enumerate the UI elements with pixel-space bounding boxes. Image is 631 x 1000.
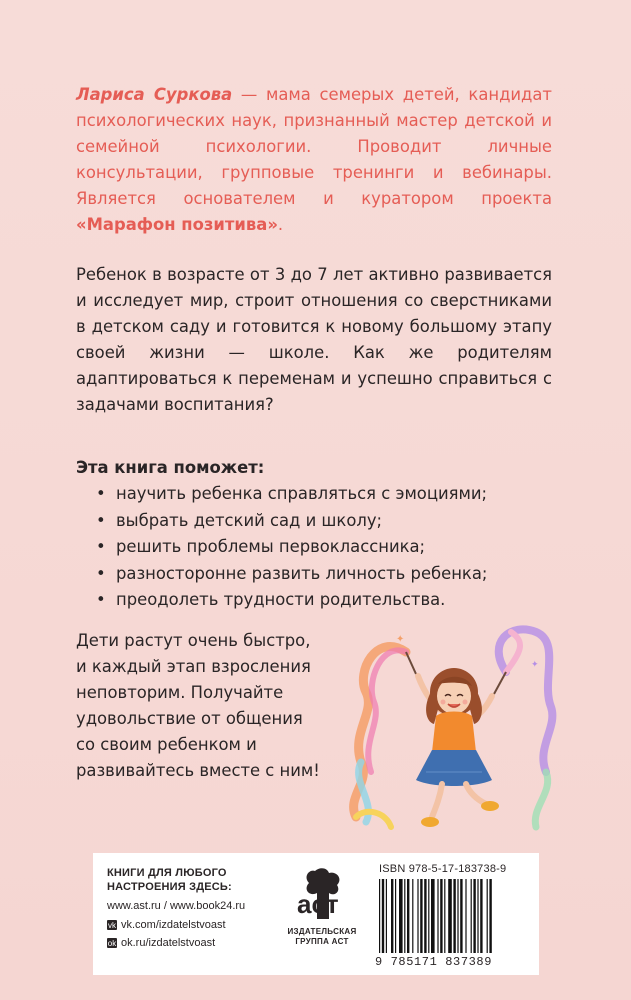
barcode-bar bbox=[437, 879, 438, 953]
project-name: «Марафон позитива» bbox=[76, 215, 278, 234]
intro-paragraph: Ребенок в возрасте от 3 до 7 лет активно развивается и исследует мир, строит отношения со сверстниками в детском саду и готовится к новому большому этапу своей жизни — школе. Как же родителям адаптироваться к переменам и успешно справиться с задачами воспитания? bbox=[76, 265, 552, 414]
books-title: КНИГИ ДЛЯ ЛЮБОГО НАСТРОЕНИЯ ЗДЕСЬ: bbox=[107, 867, 232, 893]
barcode-bar bbox=[487, 879, 488, 953]
svg-text:✦: ✦ bbox=[531, 660, 539, 670]
publisher-logo bbox=[281, 865, 363, 947]
barcode-bar bbox=[473, 879, 475, 953]
bullet-icon: • bbox=[96, 510, 106, 530]
barcode-bar bbox=[395, 879, 396, 953]
svg-text:✦: ✦ bbox=[396, 634, 405, 645]
bullet-icon: • bbox=[96, 563, 106, 583]
author-name: Лариса Суркова bbox=[76, 85, 233, 104]
barcode-bar bbox=[420, 879, 422, 953]
bullet-icon: • bbox=[96, 537, 106, 556]
barcode-bar bbox=[453, 879, 455, 953]
barcode-bar bbox=[440, 879, 442, 953]
list-item: • выбрать детский сад и школу; bbox=[96, 508, 566, 535]
barcode-bar bbox=[424, 879, 426, 953]
barcode-bar bbox=[431, 879, 435, 953]
barcode-bar bbox=[386, 879, 387, 953]
barcode-bar bbox=[489, 879, 491, 953]
list-item: • разносторонне развить личность ребенка; bbox=[96, 561, 566, 588]
ean-number: 9 785171 837389 bbox=[375, 955, 493, 969]
isbn: ISBN 978-5-17-183738-9 bbox=[379, 863, 507, 875]
bullet-icon: • bbox=[96, 484, 106, 503]
barcode bbox=[375, 879, 529, 955]
list-item: • преодолеть трудности родительства. bbox=[96, 587, 566, 614]
barcode-bar bbox=[417, 879, 418, 953]
barcode-bar bbox=[460, 879, 462, 953]
barcode-bar bbox=[412, 879, 413, 953]
barcode-bar bbox=[480, 879, 482, 953]
barcode-bar bbox=[382, 879, 384, 953]
logo-text: аст bbox=[297, 889, 339, 919]
author-bio bbox=[76, 82, 552, 238]
publisher-caption: ИЗДАТЕЛЬСКАЯ ГРУППА АСТ bbox=[287, 927, 357, 946]
barcode-bar bbox=[428, 879, 429, 953]
girl-with-ribbons-illustration bbox=[336, 612, 566, 834]
barcode-bar bbox=[457, 879, 458, 953]
barcode-bar bbox=[477, 879, 478, 953]
author-bio-text: — мама семерых детей, кандидат психологических наук, признанный мастер детской и семейной психологии. Проводит личные консультации, групповые тренинги и вебинары. Является основателем и куратором проекта bbox=[76, 85, 552, 208]
publisher-info-box bbox=[93, 853, 539, 975]
website-links[interactable]: www.ast.ru / www.book24.ru bbox=[107, 900, 246, 912]
barcode-bar bbox=[404, 879, 405, 953]
ok-icon: ok bbox=[107, 938, 117, 948]
ok-link[interactable]: ok ok.ru/izdatelstvoast bbox=[107, 937, 216, 949]
closing-paragraph: Дети растут очень быстро, и каждый этап взросления неповторим. Получайте удовольствие от общения со своим ребенком и развивайтесь вместе с ним! bbox=[76, 631, 320, 780]
barcode-bar bbox=[399, 879, 403, 953]
vk-icon: vk bbox=[108, 920, 116, 930]
barcode-bar bbox=[391, 879, 393, 953]
vk-link[interactable]: vk vk.com/izdatelstvoast bbox=[108, 919, 226, 931]
list-item: • научить ребенка справляться с эмоциями; bbox=[96, 481, 566, 508]
barcode-bar bbox=[448, 879, 452, 953]
barcode-bar bbox=[465, 879, 466, 953]
barcode-bar bbox=[407, 879, 409, 953]
list-item: • решить проблемы первоклассника; bbox=[96, 534, 566, 561]
ast-logo-icon bbox=[293, 865, 351, 923]
bullet-icon: • bbox=[96, 590, 106, 609]
barcode-bar bbox=[379, 879, 380, 953]
barcode-bar bbox=[444, 879, 445, 953]
barcode-bar bbox=[471, 879, 472, 953]
helps-list bbox=[96, 481, 566, 614]
helps-title: Эта книга поможет: bbox=[76, 458, 265, 477]
author-bio-end: . bbox=[277, 215, 284, 234]
